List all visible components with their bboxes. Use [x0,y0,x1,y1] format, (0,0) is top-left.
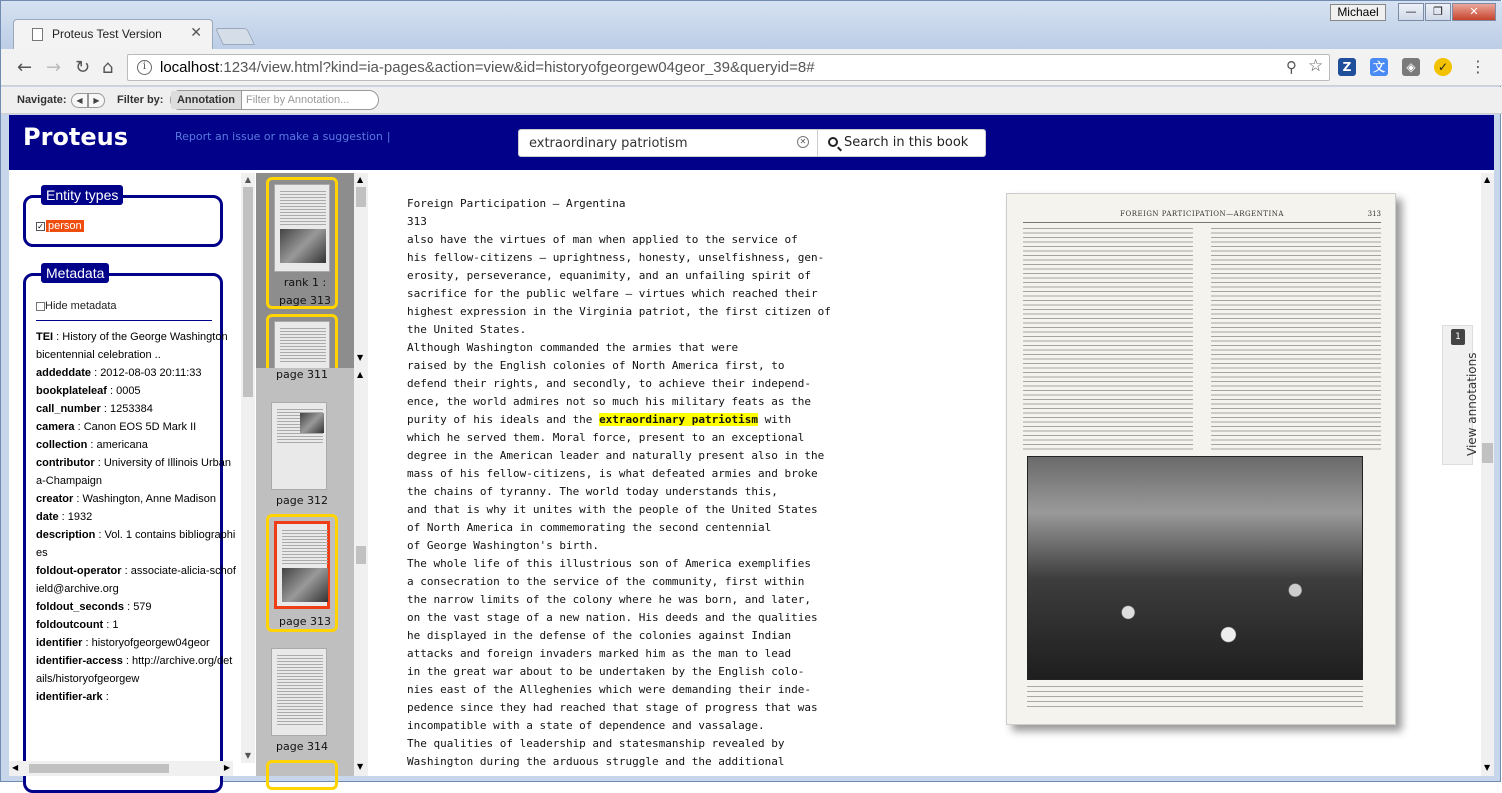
scroll-down-icon[interactable]: ▼ [357,353,364,362]
page-thumb-313[interactable] [266,514,338,632]
banquet-photo [1027,456,1363,680]
result-thumb-rank1[interactable] [266,177,338,309]
metadata-key: identifier-ark [36,691,103,703]
metadata-value: Vol. 1 contains bibliographies [36,529,236,559]
metadata-key: bookplateleaf [36,385,107,397]
filter-input[interactable]: Filter by Annotation... [246,94,350,106]
text-line: raised by the English colonies of North America first, to [407,359,785,372]
text-line: The qualities of leadership and statesmanship revealed by [407,737,785,750]
profile-button[interactable]: Michael [1330,4,1386,21]
top-results-strip [256,173,366,368]
text-line: incompatible with a state of dependence and vassalage. [407,719,765,732]
hide-metadata-label: Hide metadata [45,300,117,312]
metadata-key: date [36,511,59,523]
entity-types-legend: Entity types [41,185,123,205]
metadata-field: contributor : University of Illinois Urbana-Champaign [36,457,231,487]
scrollbar-thumb[interactable] [29,764,169,773]
ublock-extension-icon[interactable]: ◈ [1402,58,1420,76]
back-icon[interactable]: ← [17,57,33,78]
text-line: which he served them. Moral force, present to an exceptional [407,431,805,444]
metadata-field: bookplateleaf : 0005 [36,385,141,397]
text-line: 313 [407,215,427,228]
metadata-field: description : Vol. 1 contains bibliographies [36,529,236,559]
maximize-button[interactable]: ❐ [1425,3,1451,21]
view-annotations-label: View annotations [1465,352,1479,456]
tab-strip [1,1,1502,49]
text-line: attacks and foreign invaders marked him as the man to lead [407,647,792,660]
translate-extension-icon[interactable]: 文 [1370,58,1388,76]
metadata-field: TEI : History of the George Washington bicentennial celebration .. [36,331,228,361]
proteus-page [9,115,1494,776]
text-line: nies east of the Alleghenies which were demanding their inde- [407,683,811,696]
page-thumbnail [271,402,327,490]
metadata-value: historyofgeorgew04geor [91,637,210,649]
browser-tab[interactable] [13,19,213,49]
metadata-key: call_number [36,403,101,415]
thumb-label: rank 1 : page 313 [279,276,331,307]
metadata-field: call_number : 1253384 [36,403,153,415]
text-line: erosity, perseverance, equanimity, and an unfailing spirit of [407,269,811,282]
metadata-field: identifier-ark : [36,691,109,703]
metadata-value: americana [96,439,148,451]
metadata-field: foldout-operator : associate-alicia-schofield@archive.org [36,565,236,595]
metadata-field: creator : Washington, Anne Madison [36,493,216,505]
metadata-panel [23,265,236,793]
scroll-up-icon[interactable]: ▲ [1484,175,1491,184]
sidebar-horizontal-scrollbar[interactable] [9,761,233,776]
text-line: of George Washington's birth. [407,539,600,552]
annotation-toolbar [1,87,1502,114]
scroll-right-icon[interactable]: ▶ [223,763,230,772]
metadata-key: foldoutcount [36,619,104,631]
metadata-field: foldout_seconds : 579 [36,601,152,613]
thumbnails-scrollbar[interactable] [354,368,368,776]
text-line: and that is why it unites with the people of the United States [407,503,818,516]
entity-type-label: person [48,220,82,232]
metadata-value: 1 [112,619,119,631]
zoom-icon[interactable]: ⚲ [1286,58,1297,76]
scroll-down-icon[interactable]: ▼ [1484,763,1491,772]
norton-extension-icon[interactable]: ✓ [1434,58,1452,76]
scroll-down-icon[interactable]: ▼ [244,751,252,760]
text-line: also have the virtues of man when applied to the service of [407,233,798,246]
thumb-label: page 313 [279,615,331,628]
text-line: a consecration to the service of the community, first within [407,575,805,588]
page-scrollbar[interactable] [1481,173,1494,776]
metadata-value: http://archive.org/details/historyofgeorgew [36,655,233,685]
scanned-page-image[interactable] [1006,193,1396,725]
annotation-count-badge: 1 [1451,329,1465,345]
page-thumbnail [271,648,327,736]
text-line: pedence since they had reached that stage of progress that was [407,701,818,714]
search-in-book-button[interactable]: Search in this book [817,129,986,157]
text-line: degree in the American leader and naturally present also in the [407,449,825,462]
metadata-key: addeddate [36,367,92,379]
scroll-up-icon[interactable]: ▲ [244,175,252,184]
tab-title: Proteus Test Version [52,27,162,41]
scroll-up-icon[interactable]: ▲ [357,370,364,379]
close-window-button[interactable]: ✕ [1452,3,1496,21]
text-line: Washington during the arduous struggle and the additional [407,755,785,768]
document-icon [32,28,43,41]
photo-caption [1027,686,1363,708]
search-icon [828,137,838,147]
text-line: the narrow limits of the colony where he was born, and later, [407,593,811,606]
scroll-up-icon[interactable]: ▲ [357,175,364,184]
search-term-highlight[interactable]: extraordinary patriotism [599,413,759,426]
page-thumb-311[interactable] [266,358,338,388]
text-line-highlight: purity of his ideals and the extraordinary patriotism with [407,413,792,426]
metadata-field: date : 1932 [36,511,93,523]
left-sidebar [9,173,252,776]
metadata-key: TEI [36,331,54,343]
text-line: he displayed in the defense of the colonies against Indian [407,629,792,642]
metadata-key: identifier [36,637,83,649]
text-line: defend their rights, and secondly, to achieve their independ- [407,377,811,390]
metadata-value: History of the George Washington bicentennial celebration .. [36,331,228,361]
metadata-key: camera [36,421,75,433]
page-thumbnail [274,184,330,272]
metadata-value: 0005 [116,385,141,397]
metadata-key: foldout-operator [36,565,122,577]
text-line: of North America in commemorating the second centennial [407,521,772,534]
next-annotation-button[interactable]: ▶ [88,93,105,108]
page-thumb-315[interactable] [266,760,338,790]
text-line: on the vast stage of a new nation. His deeds and the qualities [407,611,818,624]
metadata-value: Canon EOS 5D Mark II [83,421,197,433]
hide-metadata-toggle[interactable] [36,300,117,312]
text-line: ence, the world admires not so much his military feats as the [407,395,811,408]
info-icon[interactable]: i [137,60,152,75]
text-line: highest expression in the Virginia patriot, the first citizen of [407,305,831,318]
metadata-value: associate-alicia-schofield@archive.org [36,565,236,595]
metadata-value: 1932 [67,511,93,523]
checkbox-checked-icon[interactable]: ✓ [37,221,44,231]
annotation-filter[interactable] [170,90,379,110]
metadata-field: identifier : historyofgeorgew04geor [36,637,210,649]
brand-logo[interactable]: Proteus [23,123,129,151]
scroll-down-icon[interactable]: ▼ [357,762,364,771]
scrollbar-thumb[interactable] [356,546,366,564]
metadata-field: camera : Canon EOS 5D Mark II [36,421,197,433]
metadata-key: foldout_seconds [36,601,125,613]
clear-search-icon[interactable]: ✕ [797,136,809,148]
entity-type-person[interactable] [36,220,84,232]
browser-toolbar [1,49,1502,86]
scroll-left-icon[interactable]: ◀ [12,763,19,772]
checkbox-icon[interactable] [36,302,45,311]
metadata-field: foldoutcount : 1 [36,619,119,631]
text-column-right [1211,228,1381,452]
text-line: mass of his fellow-citizens, is what defeated armies and broke [407,467,818,480]
metadata-legend: Metadata [41,263,109,283]
prev-annotation-button[interactable]: ◀ [71,93,88,108]
url-text[interactable]: localhost:1234/view.html?kind=ia-pages&action=view&id=historyofgeorgew04geor_39&queryid=8# [160,59,815,76]
bookmark-star-icon[interactable]: ☆ [1308,56,1324,76]
metadata-field: collection : americana [36,439,148,451]
metadata-key: contributor [36,457,95,469]
scan-page-number: 313 [1367,210,1381,218]
report-issue-link[interactable]: Report an issue or make a suggestion | [175,130,391,143]
book-search-input[interactable] [529,136,789,151]
book-search-box[interactable] [518,129,818,157]
view-annotations-tab[interactable] [1442,325,1479,465]
metadata-field: identifier-access : http://archive.org/details/historyofgeorgew [36,655,233,685]
thumb-label: page 314 [276,740,328,753]
address-bar[interactable] [127,54,1330,81]
text-line: Foreign Participation — Argentina [407,197,626,210]
metadata-key: identifier-access [36,655,123,667]
sidebar-scrollbar[interactable] [241,173,255,763]
zotero-extension-icon[interactable]: Z [1338,58,1356,76]
text-line: The whole life of this illustrious son of America exemplifies [407,557,811,570]
forward-icon[interactable]: → [46,57,62,78]
page-thumb-312[interactable] [266,398,338,508]
results-scrollbar[interactable] [354,173,368,368]
text-line: Although Washington commanded the armies that were [407,341,739,354]
text-column-left [1023,228,1193,452]
home-icon[interactable]: ⌂ [102,57,114,78]
reload-icon[interactable]: ↻ [75,57,91,78]
metadata-value: 579 [133,601,152,613]
close-tab-icon[interactable]: ✕ [190,25,202,41]
metadata-key: description [36,529,96,541]
page-text [407,195,847,771]
entity-types-panel [23,187,223,247]
page-thumbnails-strip [256,368,366,776]
scrollbar-thumb[interactable] [1482,443,1493,463]
thumb-label: page 312 [276,494,328,507]
running-head: FOREIGN PARTICIPATION—ARGENTINA [1120,210,1284,218]
metadata-value: University of Illinois Urbana-Champaign [36,457,231,487]
text-line: the United States. [407,323,527,336]
menu-icon[interactable]: ⋮ [1470,57,1486,76]
filter-type-dropdown[interactable]: Annotation [171,91,242,109]
metadata-value: Washington, Anne Madison [82,493,216,505]
thumb-label: page 311 [276,368,328,381]
text-line: his fellow-citizens — uprightness, honesty, unselfishness, gen- [407,251,825,264]
filter-label: Filter by: [117,94,164,106]
metadata-key: creator [36,493,74,505]
page-thumbnail [274,521,330,609]
divider [36,320,212,321]
minimize-button[interactable]: — [1398,3,1424,21]
new-tab-button[interactable] [215,28,255,45]
metadata-key: collection [36,439,88,451]
navigate-label: Navigate: [17,94,67,106]
metadata-field: addeddate : 2012-08-03 20:11:33 [36,367,202,379]
app-header [9,115,1494,170]
text-line: sacrifice for the public welfare — virtues which reached their [407,287,818,300]
scrollbar-thumb[interactable] [356,187,366,207]
text-line: in the great war about to be undertaken by the English colo- [407,665,805,678]
metadata-list [36,328,236,706]
text-line: the chains of tyranny. The world today understands this, [407,485,778,498]
scrollbar-thumb[interactable] [243,187,253,397]
page-thumb-314[interactable] [266,644,338,754]
metadata-value: 1253384 [109,403,153,415]
metadata-value: 2012-08-03 20:11:33 [100,367,202,379]
